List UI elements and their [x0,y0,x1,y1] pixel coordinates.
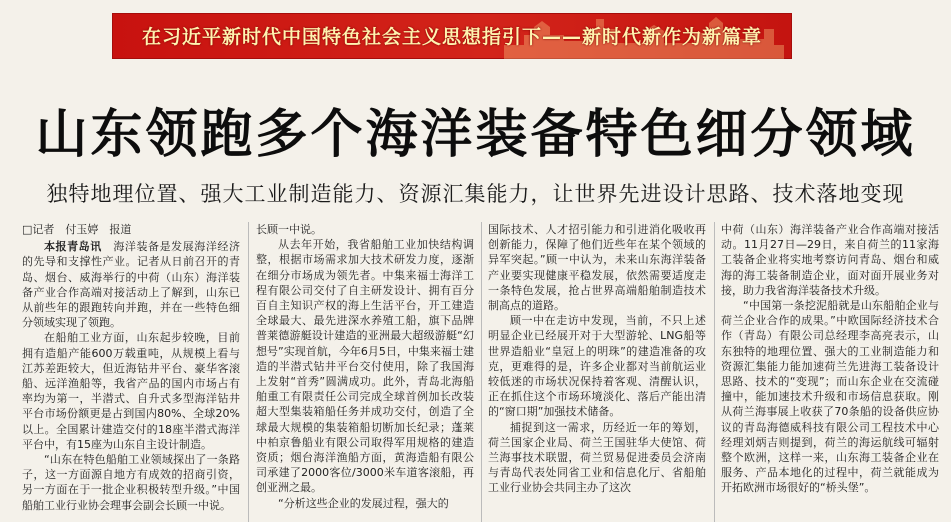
paragraph: 中荷（山东）海洋装备产业合作高端对接活动。11月27日—29日，来自荷兰的11家海工装备企业将实地考察访问青岛、烟台和威海的海工装备制造企业，面对面开展业务对接，助力我省海洋装备技术升级。 [721,223,939,297]
article-column-2 [256,222,474,522]
byline: □记者 付玉婷 报道 [22,223,132,236]
paragraph: “中国第一条挖泥船就是山东船舶企业与荷兰企业合作的成果。”中欧国际经济技术合作（青岛）有限公司总经理李高亮表示，山东独特的地理位置、强大的工业制造能力和资源汇集能力能加速荷兰先进海工装备设计思路、技术的“变现”；而山东企业在交流碰撞中，能加速技术升级和市场信息获取。刚从荷兰海事展上收获了70条船的设备供应协议的青岛海德威科技有限公司工程技术中心经理刘炳吉则提到，荷兰的海运航线可辐射整个欧洲，这样一来，山东海工装备企业在服务、产品本地化的过程中，荷兰就能成为开拓欧洲市场很好的“桥头堡”。 [721,299,939,495]
article-body [22,222,942,522]
article-column-3 [488,222,706,522]
headline: 山东领跑多个海洋装备特色细分领域 [35,105,916,165]
top-banner [112,13,792,59]
paragraph: 在船舶工业方面，山东起步较晚，目前拥有造船产能600万载重吨，从规模上看与江苏差距较大，但近海钻井平台、豪华客滚船、远洋渔船等，我省产品的国内市场占有率均为第一，半潜式、自升式多型海洋钻井平台市场份额更是占到国内80%、全球20%以上。全国累计建造交付的18座半潜式海洋平台中，有15座为山东自主设计制造。 [22,331,240,451]
paragraph: 顾一中在走访中发现，当前，不只上述明显企业已经展开对于大型游轮、LNG船等世界造船业“皇冠上的明珠”的建造准备的攻克，更难得的是，许多企业都对当前航运业较低迷的市场状况保持着客观、清醒认识，正在抓住这个市场环境淡化、落后产能出清的“窗口期”加强技术储备。 [488,314,706,419]
subheadline: 独特地理位置、强大工业制造能力、资源汇集能力，让世界先进设计思路、技术落地变现 [46,182,905,206]
banner-slogan: 在习近平新时代中国特色社会主义思想指引下——新时代新作为新篇章 [141,26,762,48]
article-column-1 [22,222,240,522]
paragraph: “山东在特色船舶工业领域探出了一条路子，这一方面源自地方有成效的招商引资，另一方面在于一批企业积极转型升级。”中国船舶工业行业协会理事会副会长顾一中说。 [22,453,240,512]
paragraph: 国际技术、人才招引能力和引进消化吸收再创新能力，保障了他们近些年在某个领域的异军突起。”顾一中认为，未来山东海洋装备产业要实现健康平稳发展，依然需要适度走一条特色发展，抢占世界高端船舶制造技术制高点的道路。 [488,223,706,313]
paragraph: 本报青岛讯 海洋装备是发展海洋经济的先导和支撑性产业。记者从日前召开的青岛、烟台、威海举行的中荷（山东）海洋装备产业合作高端对接活动上了解到，山东已从前些年的跟跑转向并跑，并在一些特色细分领域实现了领跑。 [22,240,240,330]
paragraph: 捕捉到这一需求，历经近一年的筹划，荷兰国家企业局、荷兰王国驻华大使馆、荷兰海事技术联盟，荷兰贸易促进委员会济南与青岛代表处同省工业和信息化厅、省船舶工业行业协会共同主办了这次 [488,420,706,495]
dateline: 本报青岛讯 [44,240,102,254]
article-column-4 [721,222,939,522]
paragraph: 从去年开始，我省船舶工业加快结构调整，根据市场需求加大技术研发力度，逐渐在细分市场成为领先者。中集来福士海洋工程有限公司交付了自主研发设计、拥有百分百自主知识产权的海上生活平台，开工建造全球最大、最先进深水养殖工船，旗下品牌普莱德游艇设计建造的亚洲最大超级游艇“幻想号”实现首航，今年6月5日，中集来福士建造的半潜式钻井平台交付使用，除了我国海上发射“首秀”圆满成功。此外，青岛北海船舶重工有限责任公司完成全球首例加长改装超大型集装箱船任务并成功交付，创造了全球最大规模的集装箱船切断加长纪录；蓬莱中柏京鲁船业有限公司取得军用规格的建造资质；烟台海洋渔船方面，黄海造船有限公司承建了2000客位/3000米车道客滚船，再创亚洲之最。 [256,238,474,495]
paragraph: 长顾一中说。 [256,223,322,236]
paragraph: “分析这些企业的发展过程，强大的 [278,496,449,510]
